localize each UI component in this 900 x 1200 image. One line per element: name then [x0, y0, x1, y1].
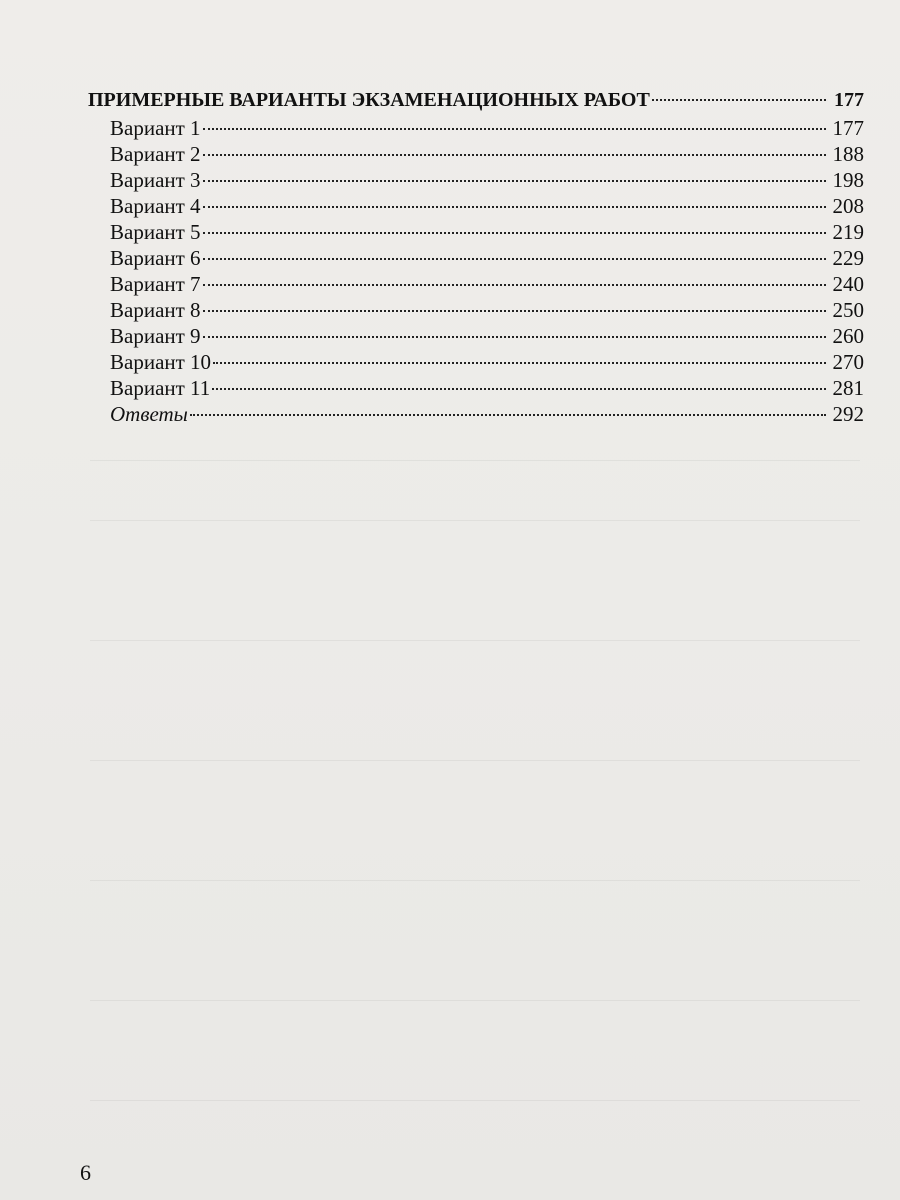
- toc-item-label: Вариант 2: [110, 142, 201, 166]
- dot-leader: [203, 283, 826, 286]
- bleed-through-line: [90, 460, 860, 461]
- toc-item-page: 208: [832, 194, 864, 218]
- toc-item-label: Вариант 8: [110, 298, 201, 322]
- bleed-through-line: [90, 1000, 860, 1001]
- dot-leader: [203, 231, 826, 234]
- bleed-through-line: [90, 640, 860, 641]
- toc-item-page: 229: [832, 246, 864, 270]
- toc-item-label: Вариант 3: [110, 168, 201, 192]
- toc-item-page: 177: [832, 116, 864, 140]
- toc-item-label: Вариант 5: [110, 220, 201, 244]
- bleed-through-line: [90, 880, 860, 881]
- page-number: 6: [80, 1160, 91, 1185]
- toc-item-variant-6[interactable]: [88, 245, 864, 271]
- dot-leader: [203, 309, 826, 312]
- dot-leader: [190, 413, 826, 416]
- toc-heading-page: 177: [834, 89, 864, 111]
- bleed-through-line: [90, 1100, 860, 1101]
- toc-item-page: 292: [832, 402, 864, 426]
- toc-item-label: Вариант 7: [110, 272, 201, 296]
- toc-item-variant-11[interactable]: [88, 375, 864, 401]
- toc-item-variant-1[interactable]: [88, 115, 864, 141]
- toc-item-variant-5[interactable]: [88, 219, 864, 245]
- toc-item-label: Вариант 1: [110, 116, 201, 140]
- table-of-contents: [88, 86, 864, 427]
- toc-item-page: 281: [832, 376, 864, 400]
- toc-item-variant-7[interactable]: [88, 271, 864, 297]
- toc-item-label: Вариант 4: [110, 194, 201, 218]
- toc-heading-label: ПРИМЕРНЫЕ ВАРИАНТЫ ЭКЗАМЕНАЦИОННЫХ РАБОТ: [88, 89, 650, 111]
- toc-item-page: 270: [832, 350, 864, 374]
- bleed-through-line: [90, 520, 860, 521]
- toc-item-variant-9[interactable]: [88, 323, 864, 349]
- toc-item-page: 219: [832, 220, 864, 244]
- toc-item-label: Ответы: [110, 402, 188, 426]
- dot-leader: [203, 335, 826, 338]
- bleed-through-line: [90, 760, 860, 761]
- dot-leader: [212, 387, 826, 390]
- toc-item-label: Вариант 6: [110, 246, 201, 270]
- toc-item-variant-4[interactable]: [88, 193, 864, 219]
- dot-leader: [203, 205, 826, 208]
- toc-section-heading[interactable]: [88, 86, 864, 114]
- toc-item-variant-3[interactable]: [88, 167, 864, 193]
- toc-item-page: 188: [832, 142, 864, 166]
- toc-item-page: 240: [832, 272, 864, 296]
- toc-item-answers[interactable]: [88, 401, 864, 427]
- toc-item-page: 260: [832, 324, 864, 348]
- toc-item-page: 250: [832, 298, 864, 322]
- dot-leader: [203, 153, 826, 156]
- toc-item-variant-8[interactable]: [88, 297, 864, 323]
- dot-leader: [213, 361, 826, 364]
- dot-leader: [203, 257, 826, 260]
- dot-leader: [203, 179, 826, 182]
- toc-item-label: Вариант 9: [110, 324, 201, 348]
- dot-leader: [652, 98, 826, 101]
- toc-item-variant-10[interactable]: [88, 349, 864, 375]
- toc-item-label: Вариант 10: [110, 350, 212, 374]
- toc-item-variant-2[interactable]: [88, 141, 864, 167]
- toc-item-label: Вариант 11: [110, 376, 211, 400]
- toc-item-page: 198: [832, 168, 864, 192]
- dot-leader: [203, 127, 826, 130]
